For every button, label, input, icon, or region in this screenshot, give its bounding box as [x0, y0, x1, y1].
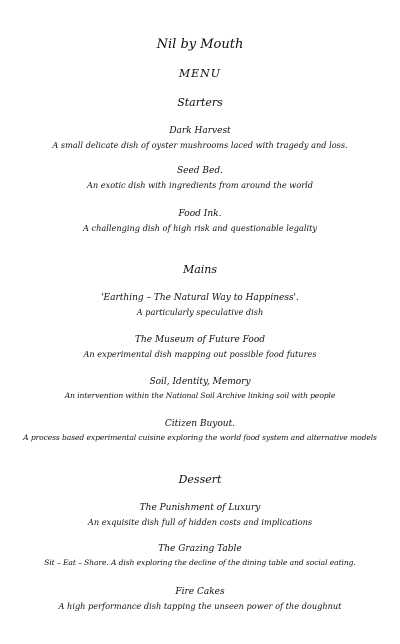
starter-name: Food Ink. [178, 209, 222, 219]
starter-name: Seed Bed. [176, 166, 223, 176]
starter-description: A challenging dish of high risk and questionable legality [83, 223, 317, 233]
starter-description: A small delicate dish of oyster mushrooms laced with tragedy and loss. [52, 140, 348, 150]
main-description: A particularly speculative dish [136, 307, 264, 317]
dessert-description: Sit – Eat – Share. A dish exploring the decline of the dining table and social eating. [44, 558, 356, 567]
dessert-name: The Grazing Table [158, 544, 242, 554]
dessert-name: Fire Cakes [175, 587, 225, 597]
starter-name: Dark Harvest [169, 126, 231, 136]
main-name: Citizen Buyout. [164, 419, 236, 429]
dessert-description: A high performance dish tapping the unseen power of the doughnut [58, 601, 342, 611]
starters-heading: Starters [177, 96, 223, 109]
starter-description: An exotic dish with ingredients from around the world [86, 180, 314, 190]
menu-title: Nil by Mouth [156, 37, 244, 52]
main-name: The Museum of Future Food [134, 335, 266, 345]
main-description: An experimental dish mapping out possible food futures [83, 349, 317, 359]
mains-heading: Mains [182, 263, 218, 276]
menu-heading: MENU [178, 67, 222, 80]
dessert-description: An exquisite dish full of hidden costs and implications [87, 517, 313, 527]
main-name: 'Earthing – The Natural Way to Happiness'. [101, 293, 299, 303]
main-description: A process based experimental cuisine exploring the world food system and alternative models [23, 433, 377, 442]
main-description: An intervention within the National Soil Archive linking soil with people [64, 391, 336, 400]
dessert-name: The Punishment of Luxury [139, 503, 261, 513]
dessert-heading: Dessert [178, 473, 222, 486]
main-name: Soil, Identity, Memory [149, 377, 251, 387]
